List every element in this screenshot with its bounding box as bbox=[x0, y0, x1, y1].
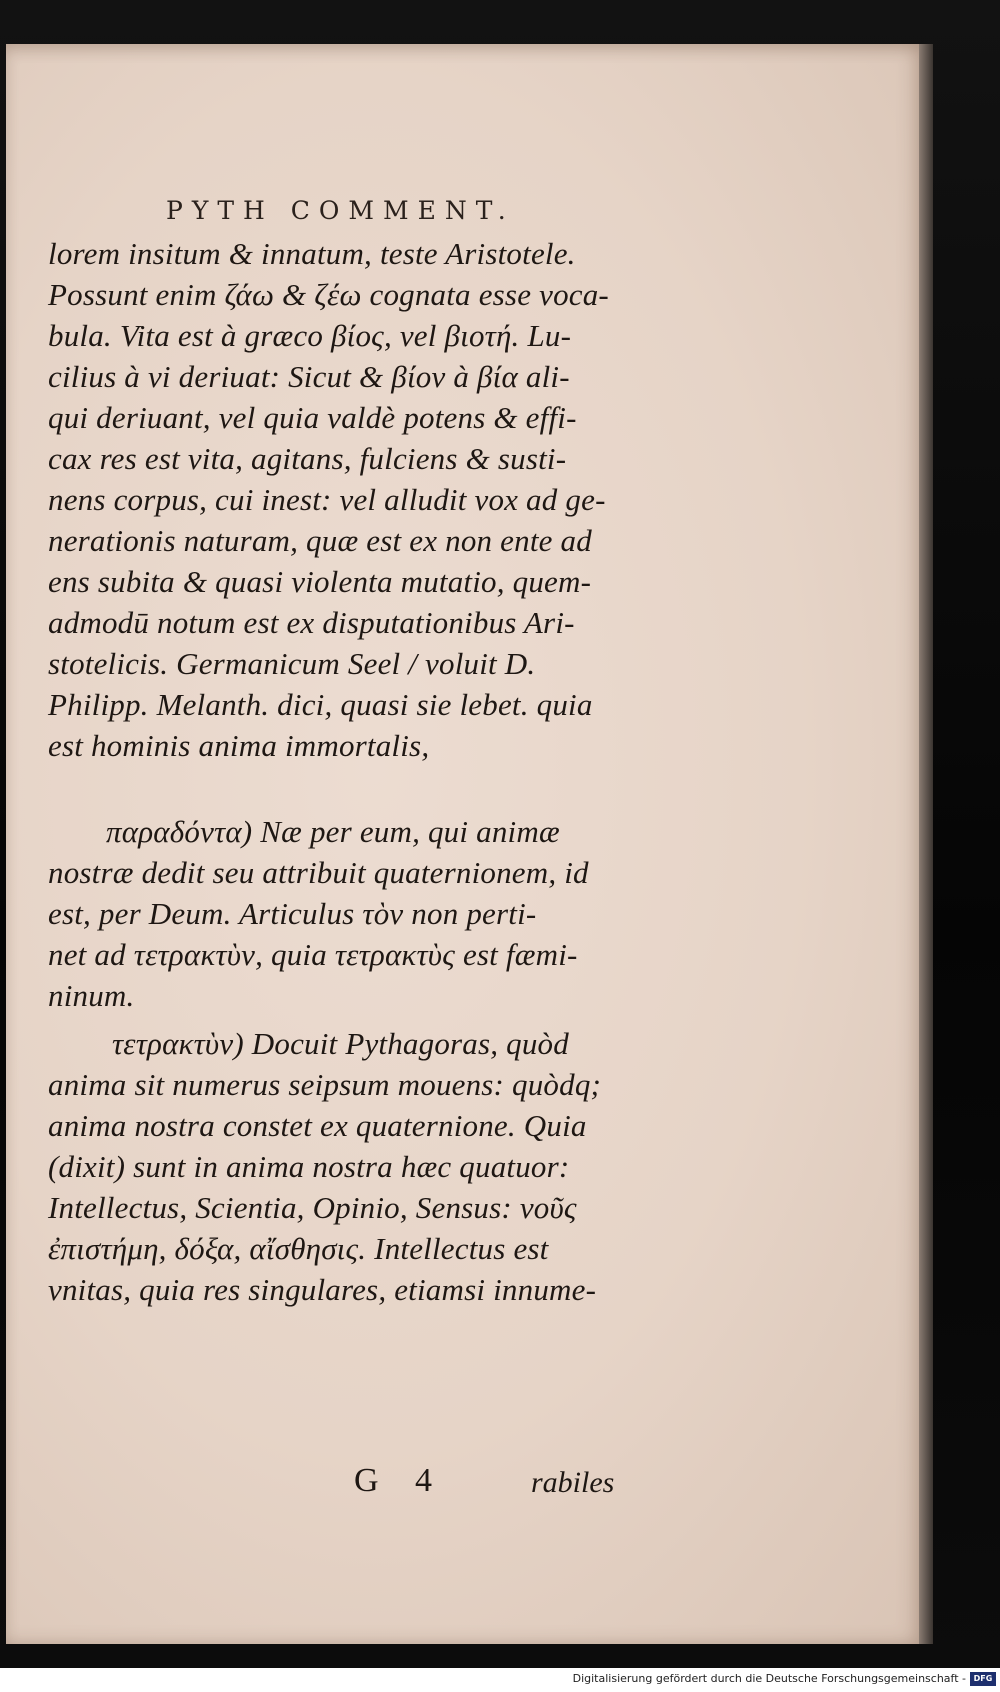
text-line: stotelicis. Germanicum Seel / voluit D. bbox=[48, 646, 536, 681]
text-line: τετρακτὺν) Docuit Pythagoras, quòd bbox=[112, 1026, 569, 1061]
text-line: ens subita & quasi violenta mutatio, quem- bbox=[48, 564, 592, 599]
text-line: nostræ dedit seu attribuit quaternionem, id bbox=[48, 855, 589, 890]
text-line: cilius à vi deriuat: Sicut & βίον à βία ali- bbox=[48, 359, 570, 394]
footer-bar bbox=[0, 1668, 1000, 1692]
text-line: παραδόντα) Næ per eum, qui animæ bbox=[106, 814, 560, 849]
text-line: ἐπιστήμη, δόξα, αἴσθησις. Intellectus est bbox=[48, 1231, 549, 1266]
catchword: rabiles bbox=[531, 1466, 615, 1499]
funding-credit: Digitalisierung gefördert durch die Deutsche Forschungsgemeinschaft - bbox=[572, 1672, 966, 1685]
text-line: qui deriuant, vel quia valdè potens & effi- bbox=[48, 400, 577, 435]
text-line: nerationis naturam, quæ est ex non ente ad bbox=[48, 523, 592, 558]
text-line: net ad τετρακτὺν, quia τετρακτὺς est fæmi- bbox=[48, 937, 578, 972]
running-head: PYTH COMMENT. bbox=[166, 196, 515, 225]
book-page bbox=[6, 44, 923, 1644]
text-line: anima sit numerus seipsum mouens: quòdq; bbox=[48, 1067, 602, 1102]
dfg-logo-icon: DFG bbox=[970, 1672, 996, 1686]
text-line: Possunt enim ζάω & ζέω cognata esse voca- bbox=[48, 277, 609, 312]
text-line: (dixit) sunt in anima nostra hæc quatuor: bbox=[48, 1149, 570, 1184]
text-line: Intellectus, Scientia, Opinio, Sensus: νοῦς bbox=[48, 1190, 577, 1225]
text-line: vnitas, quia res singulares, etiamsi innume- bbox=[48, 1272, 597, 1307]
text-line: Philipp. Melanth. dici, quasi sie lebet. quia bbox=[48, 687, 593, 722]
text-line: bula. Vita est à græco βίος, vel βιοτή. Lu- bbox=[48, 318, 572, 353]
text-line: ninum. bbox=[48, 978, 135, 1013]
text-line: nens corpus, cui inest: vel alludit vox ad ge- bbox=[48, 482, 606, 517]
text-line: anima nostra constet ex quaternione. Quia bbox=[48, 1108, 587, 1143]
text-line: cax res est vita, agitans, fulciens & susti- bbox=[48, 441, 567, 476]
text-line: admodū notum est ex disputationibus Ari- bbox=[48, 605, 575, 640]
text-line: lorem insitum & innatum, teste Aristotele. bbox=[48, 236, 576, 271]
text-line: est hominis anima immortalis, bbox=[48, 728, 430, 763]
text-line: est, per Deum. Articulus τὸν non perti- bbox=[48, 896, 537, 931]
signature-mark: G 4 bbox=[354, 1462, 447, 1499]
